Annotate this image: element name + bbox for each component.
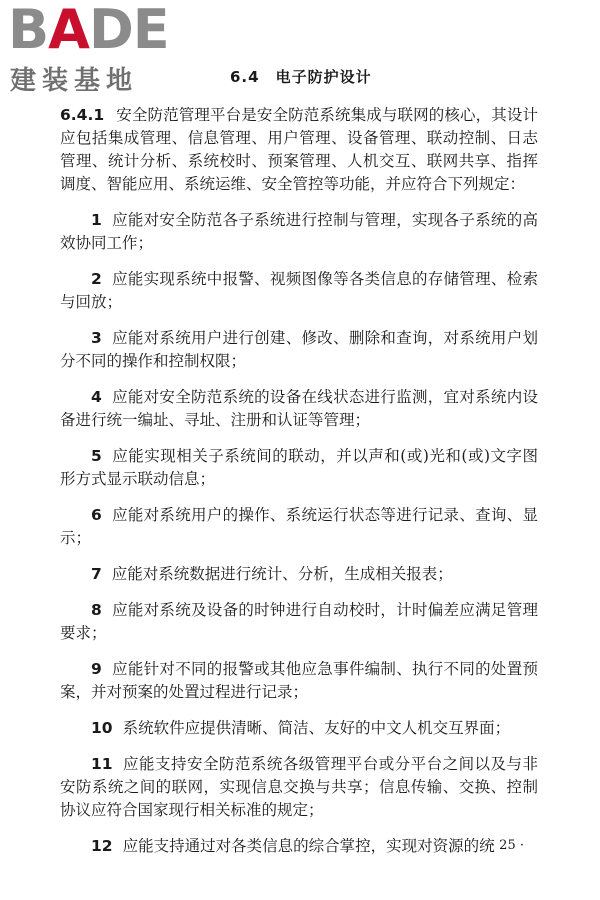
clause-number: 6.4.1 <box>60 106 105 124</box>
logo-chinese-text: 建装基地 <box>10 66 139 96</box>
item-text: 应能对安全防范系统的设备在线状态进行监测，宜对系统内设备进行统一编址、寻址、注册和认证等管理； <box>60 388 538 429</box>
item-number: 12 <box>91 837 113 855</box>
list-item <box>60 658 538 704</box>
section-title: 6.4 电子防护设计 <box>230 68 372 86</box>
list-item <box>60 835 538 858</box>
item-text: 应能对安全防范各子系统进行控制与管理，实现各子系统的高效协同工作； <box>60 211 538 252</box>
item-number: 9 <box>91 660 102 678</box>
item-text: 应能针对不同的报警或其他应急事件编制、执行不同的处置预案，并对预案的处置过程进行记录； <box>60 660 538 701</box>
item-number: 1 <box>91 211 102 229</box>
clause-paragraph <box>60 104 538 196</box>
item-number: 5 <box>91 447 102 465</box>
list-item <box>60 268 538 314</box>
bade-logo <box>8 2 188 94</box>
list-item <box>60 753 538 822</box>
item-number: 8 <box>91 601 102 619</box>
logo-wordmark: BADE <box>8 0 169 61</box>
item-text: 应能实现相关子系统间的联动，并以声和(或)光和(或)文字图形方式显示联动信息； <box>60 447 538 488</box>
item-number: 6 <box>91 506 102 524</box>
list-item <box>60 327 538 373</box>
item-text: 系统软件应提供清晰、简洁、友好的中文人机交互界面； <box>122 719 511 737</box>
list-item <box>60 386 538 432</box>
item-text: 应能支持通过对各类信息的综合掌控，实现对资源的统 <box>122 837 495 855</box>
item-text: 应能支持安全防范系统各级管理平台或分平台之间以及与非安防系统之间的联网，实现信息交换与共享；信息传输、交换、控制协议应符合国家现行相关标准的规定； <box>60 755 538 819</box>
list-item <box>60 717 538 740</box>
item-text: 应能对系统及设备的时钟进行自动校时，计时偏差应满足管理要求； <box>60 601 538 642</box>
list-item <box>60 504 538 550</box>
item-number: 4 <box>91 388 102 406</box>
item-number: 10 <box>91 719 113 737</box>
page-number: · 25 · <box>490 838 524 853</box>
item-number: 2 <box>91 270 102 288</box>
list-item <box>60 563 538 586</box>
item-text: 应能对系统数据进行统计、分析，生成相关报表； <box>111 565 453 583</box>
document-body <box>60 104 538 871</box>
item-number: 11 <box>91 755 113 773</box>
item-number: 7 <box>91 565 102 583</box>
list-item <box>60 209 538 255</box>
list-item <box>60 445 538 491</box>
item-text: 应能实现系统中报警、视频图像等各类信息的存储管理、检索与回放； <box>60 270 538 311</box>
clause-text: 安全防范管理平台是安全防范系统集成与联网的核心，其设计应包括集成管理、信息管理、用户管理、设备管理、联动控制、日志管理、统计分析、系统校时、预案管理、人机交互、联网共享、指挥调度、智能应用、系统运维、安全管控等功能，并应符合下列规定： <box>60 106 538 193</box>
item-number: 3 <box>91 329 102 347</box>
item-text: 应能对系统用户的操作、系统运行状态等进行记录、查询、显示； <box>60 506 538 547</box>
item-list <box>60 209 538 858</box>
list-item <box>60 599 538 645</box>
item-text: 应能对系统用户进行创建、修改、删除和查询，对系统用户划分不同的操作和控制权限； <box>60 329 538 370</box>
